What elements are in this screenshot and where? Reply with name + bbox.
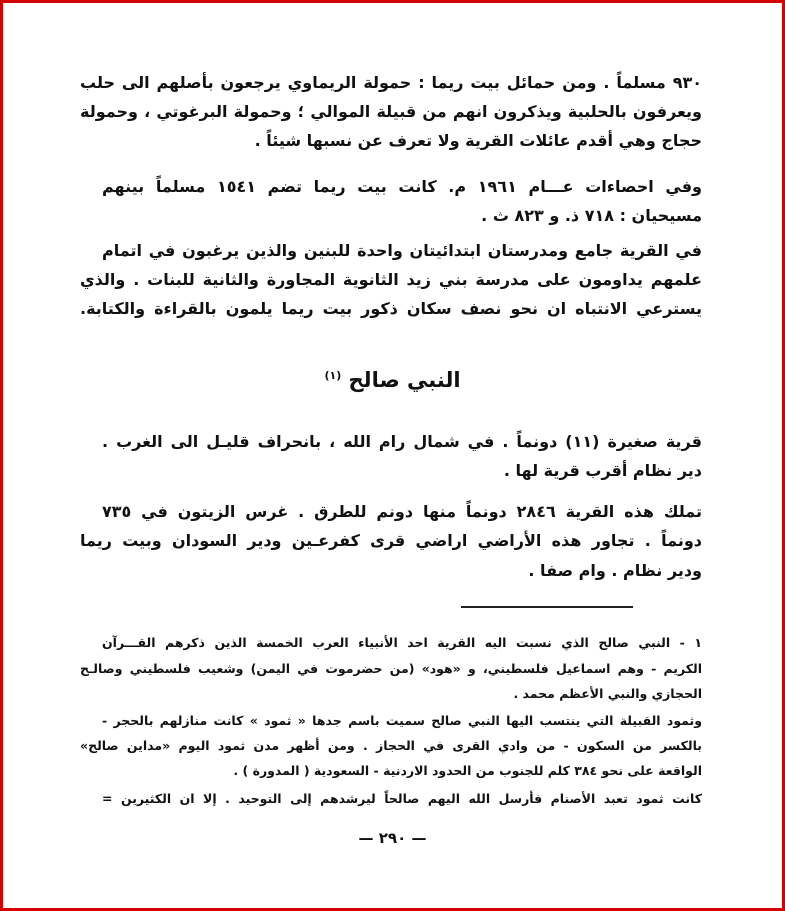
footnote-line: الكريم - وهم اسماعيل فلسطيني، و «هود» (من حضرموت في اليمن) وشعيب فلسطيني وصالـح — [80, 661, 702, 676]
body-line: يسترعي الانتباه ان نحو نصف سكان ذكور بيت ريما يلمون بالقراءة والكتابة. — [80, 299, 702, 318]
body-line: دير نظام أقرب قرية لها . — [503, 461, 702, 480]
footnote-line: الواقعة على نحو ٣٨٤ كلم للجنوب من الحدود الاردنية - السعودية ( المدورة ) . — [233, 763, 702, 778]
body-line: دونماً . تجاور هذه الأراضي اراضي قرى كفرعـين ودير السودان وبيت ريما — [80, 531, 702, 550]
footnote-line: وثمود القبيلة التي ينتسب اليها النبي صالح سميت باسم جدها « ثمود » كانت منازلهم بالحجر - — [102, 713, 702, 728]
body-line: حجاج وهي أقدم عائلات القرية ولا تعرف عن نسبها شيئاً . — [254, 131, 702, 150]
footnote-divider — [461, 606, 633, 608]
footnote-line: الحجازي والنبي الأعظم محمد . — [513, 686, 702, 701]
body-line: علمهم يداومون على مدرسة بني زيد الثانوية المجاورة والثانية للبنات . والذي — [80, 270, 702, 289]
page-number: — ٢٩٠ — — [358, 829, 427, 847]
section-title-text: النبي صالح — [348, 368, 461, 392]
footnote-line: ١ - النبي صالح الذي نسبت اليه القرية احد الأنبياء العرب الخمسة الذين ذكرهم القـــرآن — [102, 635, 702, 650]
footnote-line: كانت ثمود تعبد الأصنام فأرسل الله اليهم صالحاً ليرشدهم إلى التوحيد . إلا ان الكثيرين = — [102, 791, 702, 806]
body-line: تملك هذه القرية ٢٨٤٦ دونماً منها دونم للطرق . غرس الزيتون في ٧٣٥ — [102, 502, 702, 521]
body-line: في القرية جامع ومدرستان ابتدائيتان واحدة للبنين والذين يرغبون في اتمام — [102, 241, 702, 260]
body-line: ٩٣٠ مسلماً . ومن حمائل بيت ريما : حمولة الريماوي يرجعون بأصلهم الى حلب — [80, 73, 702, 92]
section-title — [3, 368, 782, 392]
footnote-line: بالكسر من السكون - من وادي القرى في الحجاز . ومن أظهر مدن ثمود اليوم «مداين صالح» — [80, 738, 702, 753]
body-line: ويعرفون بالحلبية ويذكرون انهم من قبيلة الموالي ؛ وحمولة البرغوتي ، وحمولة — [80, 102, 702, 121]
body-line: مسيحيان : ٧١٨ ذ. و ٨٢٣ ث . — [481, 206, 702, 225]
body-line: قرية صغيرة (١١) دونماً . في شمال رام الله ، بانحراف قليـل الى الغرب . — [102, 432, 702, 451]
footnote-marker: (١) — [324, 369, 342, 382]
body-line: ودير نظام . وام صفا . — [528, 561, 702, 580]
body-line: وفي احصاءات عـــام ١٩٦١ م. كانت بيت ريما تضم ١٥٤١ مسلماً بينهم — [102, 177, 703, 196]
